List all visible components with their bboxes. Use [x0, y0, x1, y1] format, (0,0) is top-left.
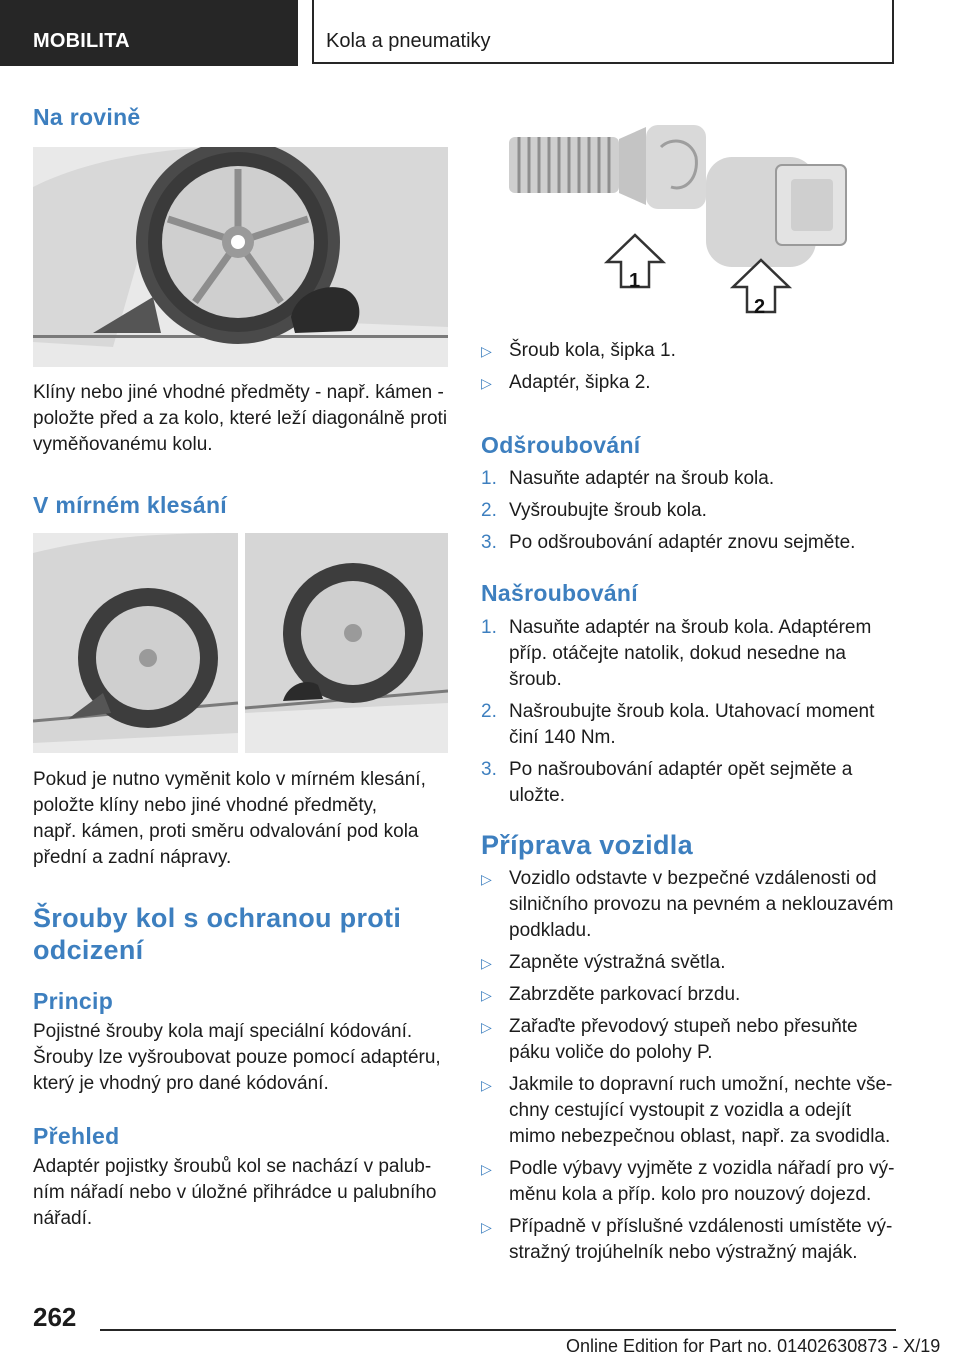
list-item: ▷ Zařaďte převodový stupeň nebo přesuňte páku voliče do polohy P.: [481, 1016, 858, 1063]
arrow-2-label: 2: [754, 296, 766, 318]
heading-mirne-klesani: V mírném klesání: [33, 492, 227, 518]
list-item: ▷ Podle výbavy vyjměte z vozidla nářadí pro vý- měnu kola a příp. kolo pro nouzový dojezd.: [481, 1158, 895, 1205]
list-item: ▷ Případně v příslušné vzdálenosti umístěte vý- stražný trojúhelník nebo výstražný maják.: [481, 1216, 893, 1263]
wheel-chock-flat-illustration: [33, 147, 448, 367]
paragraph-na-rovine: Klíny nebo jiné vhodné předměty - např. kámen - položte před a za kolo, které leží diagonálně proti vyměňovanému kolu.: [33, 382, 448, 455]
page-header: [0, 0, 960, 66]
paragraph-princip: Pojistné šrouby kola mají speciální kódování. Šrouby lze vyšroubovat pouze pomocí adaptéru, který je vhodný pro dané kódování.: [33, 1021, 441, 1094]
bullet-icon: ▷: [481, 1219, 492, 1235]
bullet-icon: ▷: [481, 1077, 492, 1093]
bullet-icon: ▷: [481, 1019, 492, 1035]
bullet-icon: ▷: [481, 1161, 492, 1177]
bullet-icon: ▷: [481, 987, 492, 1003]
wheel-chock-slope-illustration: [33, 533, 448, 753]
list-item: ▷ Jakmile to dopravní ruch umožní, nechte vše- chny cestující vystoupit z vozidla a odejít mimo nebezpečnou oblast, např. za svodidla.: [481, 1074, 893, 1147]
heading-nasroubovani: Našroubování: [481, 580, 638, 606]
heading-na-rovine: Na rovině: [33, 104, 141, 130]
list-item: ▷ Vozidlo odstavte v bezpečné vzdálenosti od silničního provozu na pevném a neklouzavém podkladu.: [481, 868, 894, 941]
heading-princip: Princip: [33, 988, 114, 1014]
list-item: ▷ Adaptér, šipka 2.: [481, 370, 901, 396]
bullet-icon: ▷: [481, 375, 492, 391]
paragraph-prehled: Adaptér pojistky šroubů kol se nachází v palub- ním nářadí nebo v úložné přihrádce u palubního nářadí.: [33, 1156, 437, 1229]
bolt-and-adapter-illustration: [501, 117, 891, 327]
bullet-icon: ▷: [481, 955, 492, 971]
footer-divider: [100, 1329, 896, 1331]
arrow-1-label: 1: [629, 270, 641, 292]
wheel-bolt: [509, 125, 706, 209]
bullet-icon: ▷: [481, 871, 492, 887]
chapter-title: Kola a pneumatiky: [312, 0, 894, 64]
list-item: ▷ Zapněte výstražná světla.: [481, 950, 901, 976]
list-item: 1. Nasuňte adaptér na šroub kola. Adaptérem příp. otáčejte natolik, dokud nesedne na šroub.: [481, 617, 872, 690]
heading-priprava-vozidla: Příprava vozidla: [481, 830, 693, 860]
list-item: ▷ Zabrzděte parkovací brzdu.: [481, 982, 901, 1008]
list-item: 2. Vyšroubujte šroub kola.: [481, 500, 707, 521]
list-item: 3. Po odšroubování adaptér znovu sejměte.: [481, 532, 856, 553]
heading-prehled: Přehled: [33, 1123, 120, 1149]
priprava-list: [481, 866, 901, 1272]
bullet-icon: ▷: [481, 343, 492, 359]
figure-wheel-slope: [33, 533, 448, 753]
adapter: [706, 157, 846, 267]
figure-bolt-adapter: [501, 117, 891, 327]
page-number: 262: [33, 1302, 77, 1332]
odsroubovani-steps: [481, 466, 901, 562]
edition-text: Online Edition for Part no. 01402630873 - X/19: [566, 1336, 941, 1356]
list-item: 2. Našroubujte šroub kola. Utahovací moment činí 140 Nm.: [481, 701, 875, 748]
heading-odsroubovani: Odšroubování: [481, 432, 641, 458]
list-item: 3. Po našroubování adaptér opět sejměte a uložte.: [481, 759, 853, 806]
parts-list: [481, 338, 901, 402]
list-item: 1. Nasuňte adaptér na šroub kola.: [481, 468, 775, 489]
paragraph-mirne-klesani: Pokud je nutno vyměnit kolo v mírném klesání, položte klíny nebo jiné vhodné předměty, např. kámen, proti směru odvalování pod kola přední a zadní nápravy.: [33, 769, 426, 868]
figure-wheel-flat: [33, 147, 448, 367]
heading-srouby-kol: Šrouby kol s ochranou proti odcizení: [33, 903, 402, 965]
list-item: ▷ Šroub kola, šipka 1.: [481, 338, 901, 364]
section-title: MOBILITA: [0, 0, 298, 66]
nasroubovani-steps: [481, 615, 901, 815]
